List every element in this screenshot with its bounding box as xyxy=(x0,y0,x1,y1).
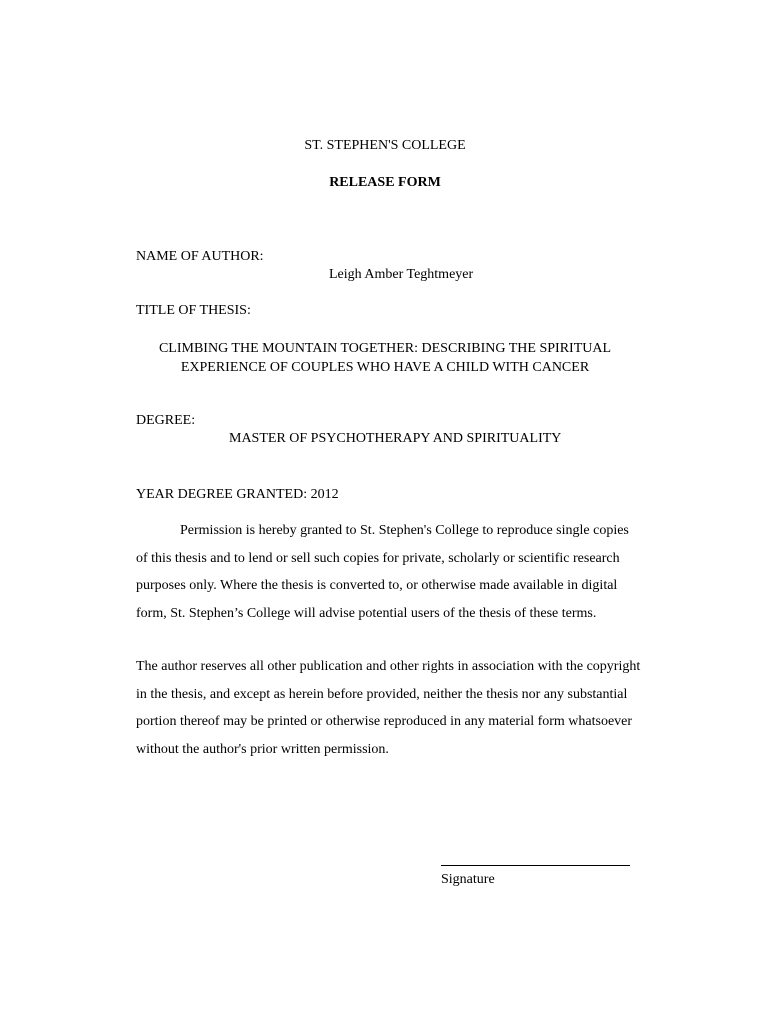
rights-paragraph xyxy=(136,653,696,763)
permission-paragraph xyxy=(136,517,696,627)
year-granted: YEAR DEGREE GRANTED: 2012 xyxy=(136,487,339,502)
thesis-title xyxy=(0,339,770,377)
degree-label: DEGREE: xyxy=(136,413,196,428)
author-name: Leigh Amber Teghtmeyer xyxy=(329,267,474,282)
author-label: NAME OF AUTHOR: xyxy=(136,249,264,264)
paragraph-line: Permission is hereby granted to St. Stephen's College to reproduce single copies xyxy=(180,523,629,538)
paragraph-line: without the author's prior written permission. xyxy=(136,741,389,757)
thesis-title-line: CLIMBING THE MOUNTAIN TOGETHER: DESCRIBING THE SPIRITUAL xyxy=(158,341,612,356)
signature-line xyxy=(441,865,630,866)
paragraph-line: in the thesis, and except as herein before provided, neither the thesis nor any substantial xyxy=(136,686,628,702)
paragraph-line: purposes only. Where the thesis is converted to, or otherwise made available in digital xyxy=(136,578,618,593)
signature-label: Signature xyxy=(441,872,495,887)
thesis-title-label: TITLE OF THESIS: xyxy=(136,303,251,318)
paragraph-line: portion thereof may be printed or otherwise reproduced in any material form whatsoever xyxy=(136,714,633,729)
paragraph-line: of this thesis and to lend or sell such copies for private, scholarly or scientific research xyxy=(136,550,620,566)
paragraph-line: form, St. Stephen’s College will advise potential users of the thesis of these terms. xyxy=(136,605,597,621)
paragraph-line: The author reserves all other publication and other rights in association with the copyright xyxy=(136,659,641,674)
degree-value: MASTER OF PSYCHOTHERAPY AND SPIRITUALITY xyxy=(229,431,562,446)
form-title: RELEASE FORM xyxy=(329,175,441,190)
college-name: ST. STEPHEN'S COLLEGE xyxy=(304,138,466,153)
thesis-title-line: EXPERIENCE OF COUPLES WHO HAVE A CHILD WITH CANCER xyxy=(180,360,590,375)
